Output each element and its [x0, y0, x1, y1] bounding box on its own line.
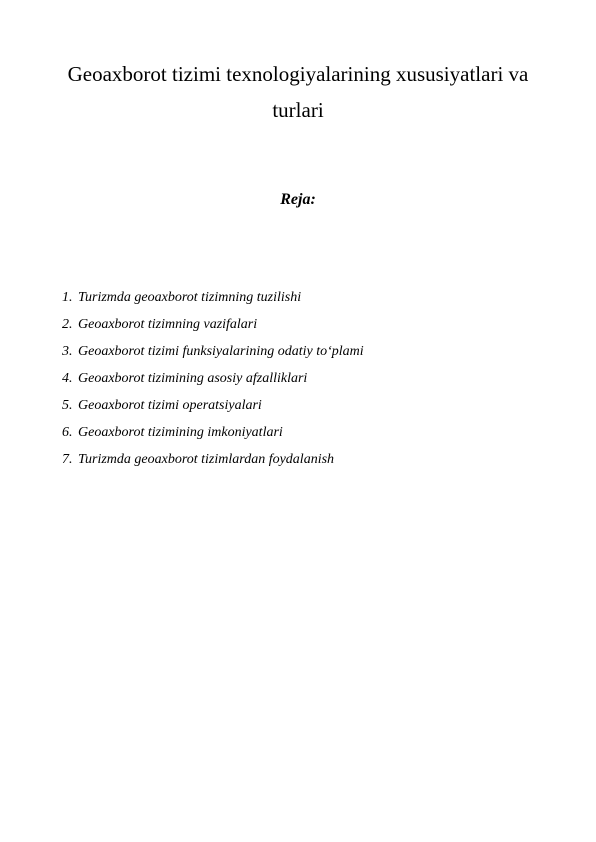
- plan-item: [62, 343, 562, 370]
- plan-item-number: 6.: [62, 425, 73, 440]
- plan-item-number: 7.: [62, 452, 73, 467]
- plan-item-number: 2.: [62, 317, 73, 332]
- plan-item: [62, 316, 562, 343]
- plan-item-text: Geoaxborot tizimining asosiy afzalliklari: [78, 371, 308, 386]
- plan-list: [62, 289, 562, 478]
- plan-item-text: Turizmda geoaxborot tizimlardan foydalanish: [78, 452, 335, 467]
- plan-item-text: Geoaxborot tizimi operatsiyalari: [78, 398, 262, 413]
- plan-item: [62, 370, 562, 397]
- plan-heading: Reja:: [280, 191, 316, 208]
- plan-item-number: 4.: [62, 371, 73, 386]
- plan-item-text: Geoaxborot tizimining imkoniyatlari: [78, 425, 283, 440]
- plan-item-text: Turizmda geoaxborot tizimning tuzilishi: [78, 290, 302, 305]
- plan-item: [62, 451, 562, 478]
- plan-item-text: Geoaxborot tizimning vazifalari: [78, 317, 258, 332]
- plan-item-number: 1.: [62, 290, 73, 305]
- plan-item: [62, 397, 562, 424]
- plan-item: [62, 424, 562, 451]
- plan-item-number: 3.: [62, 344, 73, 359]
- plan-item: [62, 289, 562, 316]
- plan-item-number: 5.: [62, 398, 73, 413]
- plan-item-text: Geoaxborot tizimi funksiyalarining odatiy to‘plami: [78, 344, 364, 359]
- document-title: Geoaxborot tizimi texnologiyalarining xususiyatlari va turlari: [67, 62, 529, 122]
